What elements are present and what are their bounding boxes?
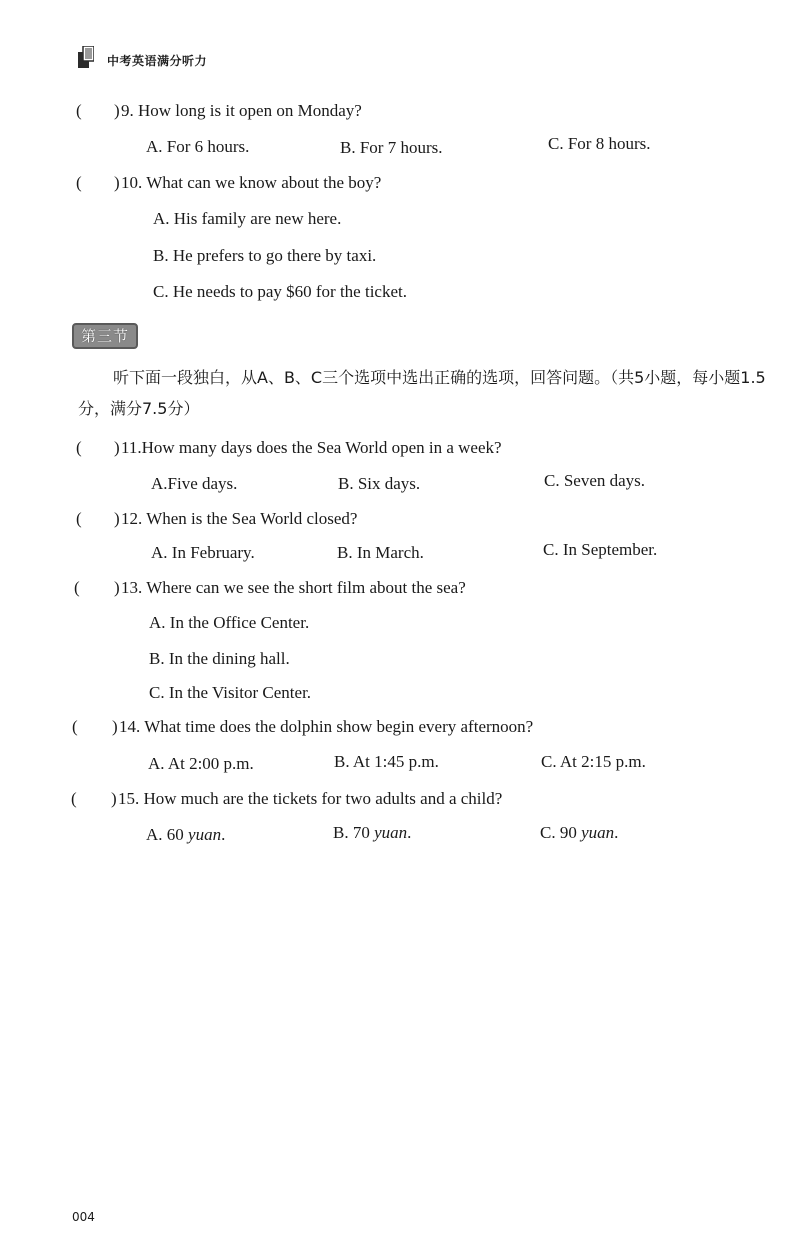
question-14-option-c: C. At 2:15 p.m. — [541, 752, 646, 771]
question-12-option-a: A. In February. — [151, 543, 255, 562]
question-13-option-a: A. In the Office Center. — [149, 613, 310, 632]
question-14: 14. What time does the dolphin show begin every afternoon? — [119, 717, 534, 736]
question-10-option-b: B. He prefers to go there by taxi. — [153, 246, 377, 265]
question-9-option-a: A. For 6 hours. — [146, 137, 250, 156]
answer-blank-close: ) — [112, 717, 118, 736]
question-14-option-a: A. At 2:00 p.m. — [148, 754, 254, 773]
answer-blank-open: ( — [74, 578, 80, 597]
question-12-option-c: C. In September. — [543, 540, 658, 559]
currency-unit: yuan — [374, 823, 408, 842]
answer-blank-close: ) — [114, 173, 120, 192]
answer-blank-open: ( — [72, 717, 78, 736]
answer-blank-open: ( — [76, 173, 82, 192]
question-15-option-a: A. 60 yuan. — [146, 825, 226, 844]
question-14-option-b: B. At 1:45 p.m. — [334, 752, 439, 771]
page-number: 004 — [72, 1210, 95, 1224]
answer-blank-open: ( — [76, 438, 82, 457]
answer-blank-open: ( — [76, 101, 82, 120]
answer-blank-close: ) — [114, 578, 120, 597]
question-11-option-c: C. Seven days. — [544, 471, 646, 490]
question-15-option-c: C. 90 yuan. — [540, 823, 619, 842]
answer-blank-close: ) — [114, 101, 120, 120]
book-bookmark-icon — [78, 46, 94, 68]
answer-blank-close: ) — [114, 438, 120, 457]
currency-unit: yuan — [188, 825, 222, 844]
question-10-option-a: A. His family are new here. — [153, 209, 342, 228]
answer-blank-close: ) — [111, 789, 117, 808]
question-15-option-b: B. 70 yuan. — [333, 823, 412, 842]
question-11: 11.How many days does the Sea World open in a week? — [121, 438, 502, 457]
question-10-option-c: C. He needs to pay $60 for the ticket. — [153, 282, 407, 301]
question-12: 12. When is the Sea World closed? — [121, 509, 358, 528]
answer-blank-open: ( — [76, 509, 82, 528]
question-10: 10. What can we know about the boy? — [121, 173, 382, 192]
question-9: 9. How long is it open on Monday? — [121, 101, 362, 120]
question-15: 15. How much are the tickets for two adults and a child? — [118, 789, 503, 808]
question-13-option-b: B. In the dining hall. — [149, 649, 290, 668]
question-11-option-b: B. Six days. — [338, 474, 421, 493]
section-tag: 第三节 — [72, 323, 138, 349]
section-instruction: 听下面一段独白，从A、B、C三个选项中选出正确的选项，回答问题。（共5小题，每小题1.5分，满分7.5分） — [78, 368, 766, 418]
question-12-option-b: B. In March. — [337, 543, 424, 562]
answer-blank-open: ( — [71, 789, 77, 808]
question-13-option-c: C. In the Visitor Center. — [149, 683, 312, 702]
question-11-option-a: A.Five days. — [151, 474, 238, 493]
currency-unit: yuan — [581, 823, 615, 842]
book-title-header: 中考英语满分听力 — [107, 54, 208, 68]
question-9-option-b: B. For 7 hours. — [340, 138, 443, 157]
question-9-option-c: C. For 8 hours. — [548, 134, 651, 153]
question-13: 13. Where can we see the short film about the sea? — [121, 578, 466, 597]
answer-blank-close: ) — [114, 509, 120, 528]
